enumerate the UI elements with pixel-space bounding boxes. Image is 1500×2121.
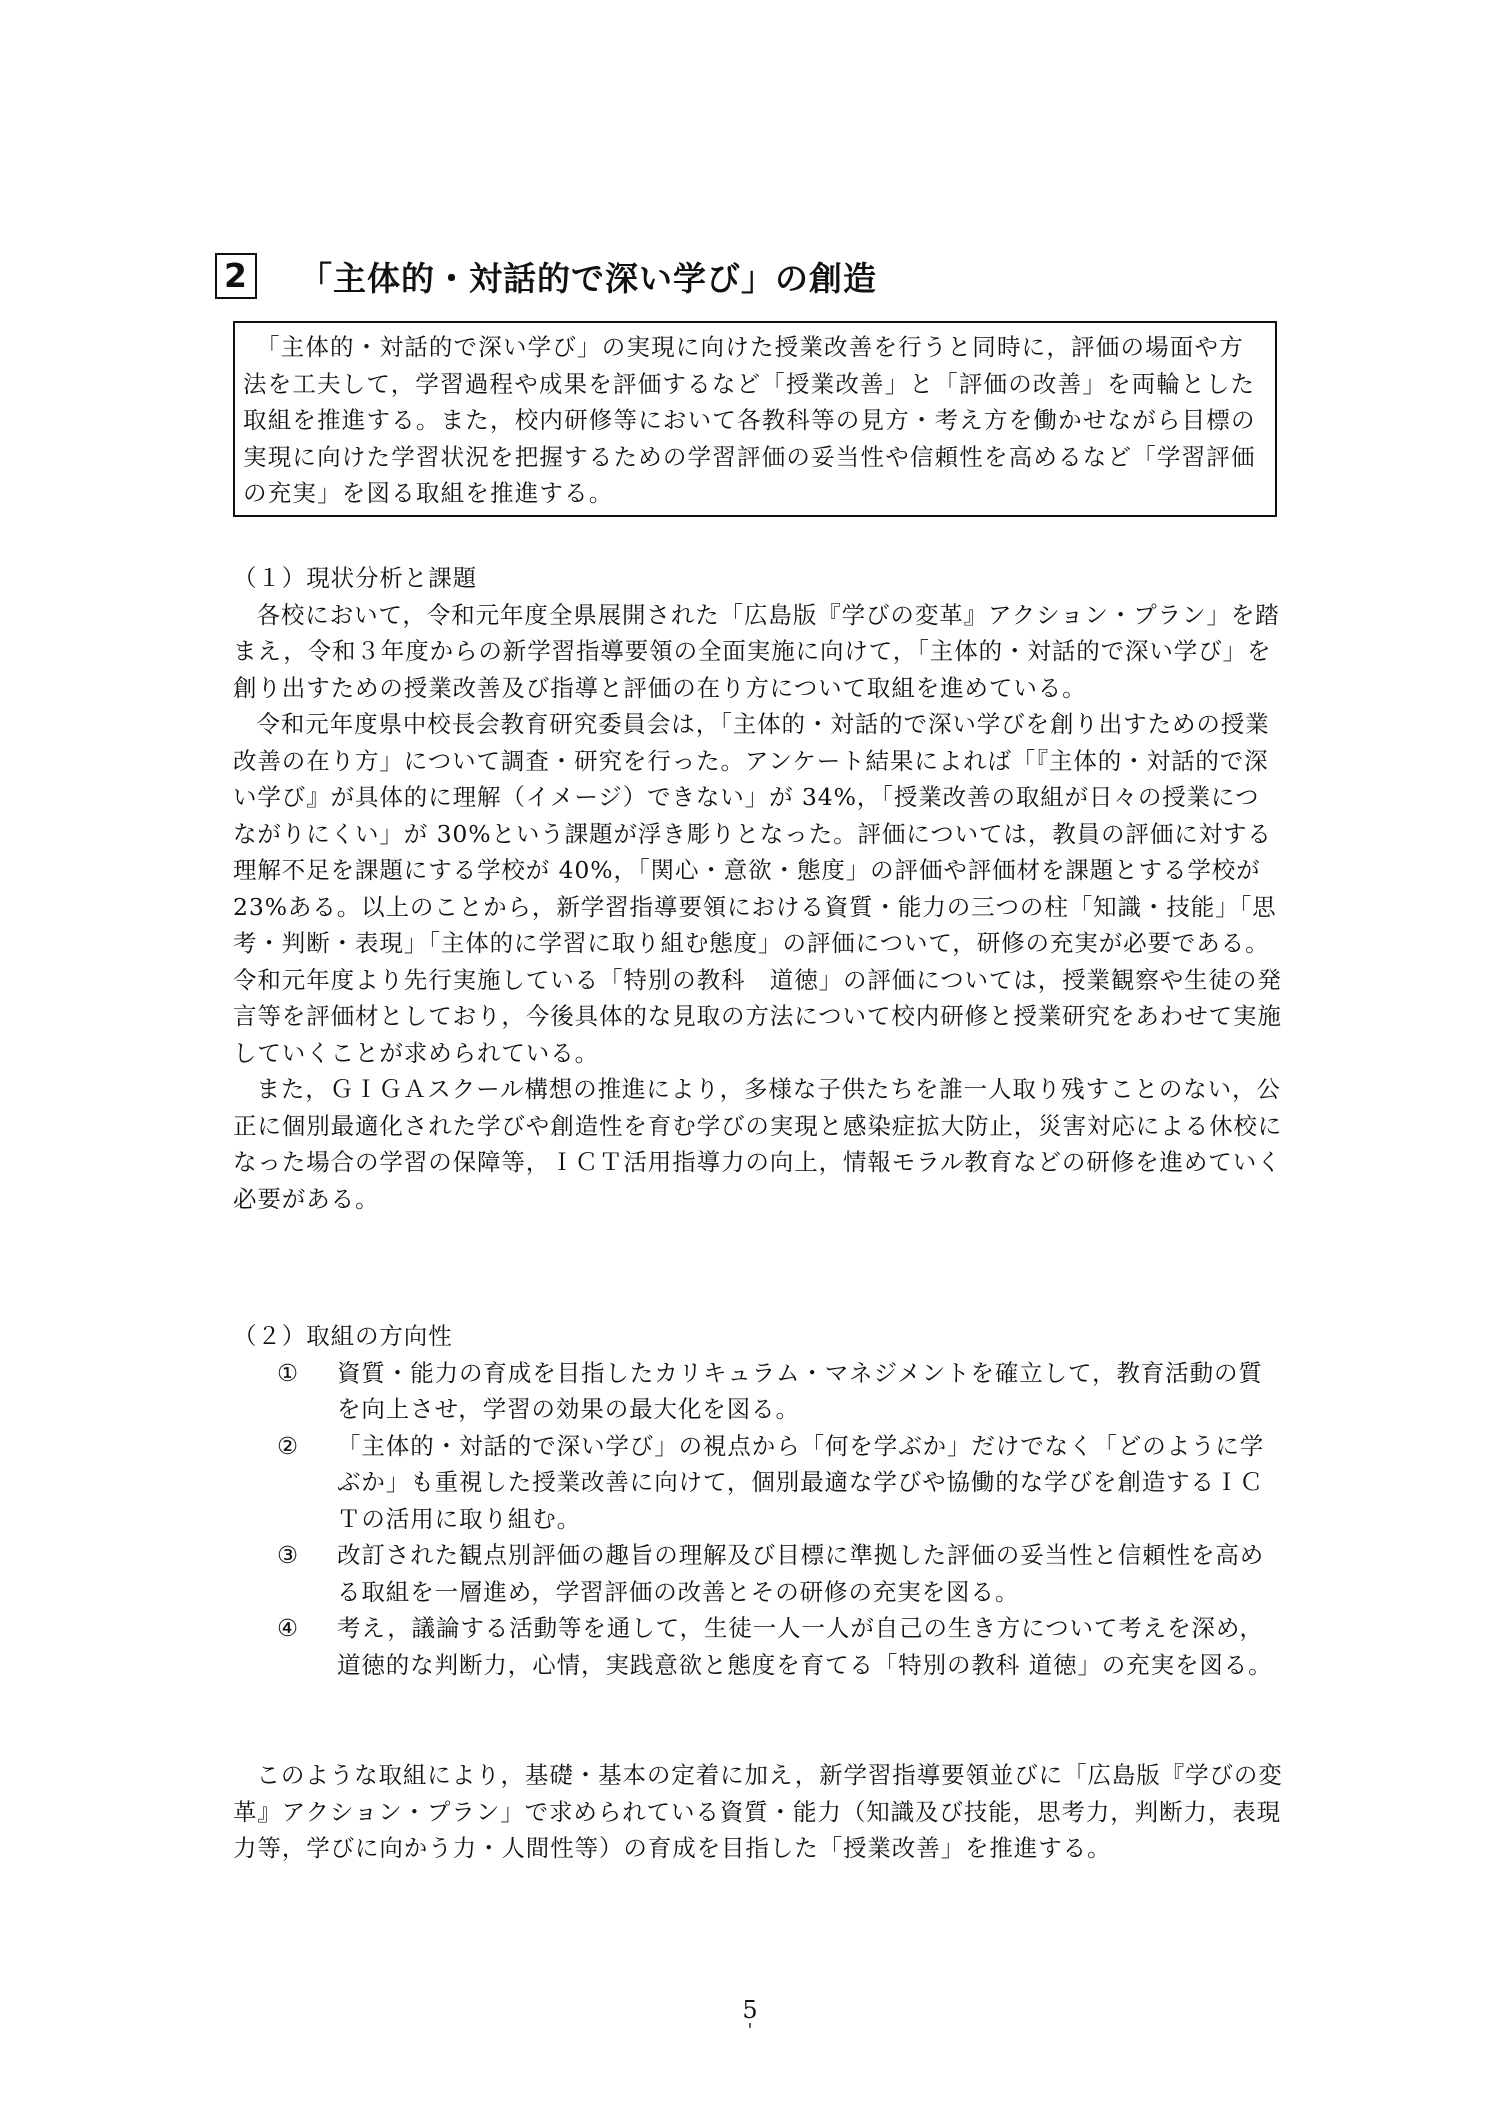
direction-item <box>233 1428 1283 1538</box>
section-number: 2 <box>215 253 257 299</box>
closing-paragraph: このような取組により，基礎・基本の定着に加え，新学習指導要領並びに「広島版『学びの変革』アクション・プラン」で求められている資質・能力（知識及び技能，思考力，判断力，表現力等，学びに向かう力・人間性等）の育成を目指した「授業改善」を推進する。 <box>233 1761 1283 1862</box>
item-number: ④ <box>277 1614 299 1642</box>
item-text: 考え，議論する活動等を通して，生徒一人一人が自己の生き方について考えを深め，道徳的な判断力，心情，実践意欲と態度を育てる「特別の教科 道徳」の充実を図る。 <box>337 1614 1273 1679</box>
summary-text: 「主体的・対話的で深い学び」の実現に向けた授業改善を行うと同時に，評価の場面や方法を工夫して，学習過程や成果を評価するなど「授業改善」と「評価の改善」を両輪とした取組を推進する。また，校内研修等において各教科等の見方・考え方を働かせながら目標の実現に向けた学習状況を把握するための学習評価の妥当性や信頼性を高めるなど「学習評価の充実」を図る取組を推進する。 <box>243 333 1256 507</box>
analysis-heading: （１）現状分析と課題 <box>233 564 477 592</box>
item-text: 「主体的・対話的で深い学び」の視点から「何を学ぶか」だけでなく「どのように学ぶか」も重視した授業改善に向けて，個別最適な学びや協働的な学びを創造するＩＣＴの活用に取り組む。 <box>337 1431 1265 1533</box>
analysis-paragraph: また，ＧＩＧＡスクール構想の推進により，多様な子供たちを誰一人取り残すことのない，公正に個別最適化された学びや創造性を育む学びの実現と感染症拡大防止，災害対応による休校になった場合の学習の保障等，ＩＣＴ活用指導力の向上，情報モラル教育などの研修を進めていく必要がある。 <box>233 1075 1283 1213</box>
direction-heading: （２）取組の方向性 <box>233 1322 453 1350</box>
analysis-paragraph: 各校において，令和元年度全県展開された「広島版『学びの変革』アクション・プラン」を踏まえ，令和３年度からの新学習指導要領の全面実施に向けて，「主体的・対話的で深い学び」を創り出すための授業改善及び指導と評価の在り方について取組を進めている。 <box>233 600 1280 702</box>
summary-box <box>233 321 1277 517</box>
page-number: 5 <box>742 1996 758 2024</box>
item-number: ② <box>277 1431 299 1460</box>
section-title: 「主体的・対話的で深い学び」の創造 <box>299 258 877 298</box>
section-heading <box>215 252 877 300</box>
direction-item <box>233 1355 1283 1428</box>
direction-item <box>233 1537 1283 1610</box>
analysis-paragraph: 令和元年度県中校長会教育研究委員会は，「主体的・対話的で深い学びを創り出すための授業改善の在り方」について調査・研究を行った。アンケート結果によれば「『主体的・対話的で深い学び』が具体的に理解（イメージ）できない」が 34%，「授業改善の取組が日々の授業につながりにくい」が 30%という課題が浮き彫りとなった。評価については，教員の評価に対する理解不足を課題にする学校が 40%，「関心・意欲・態度」の評価や評価材を課題とする学校が 23%ある。以上のことから，新学習指導要領における資質・能力の三つの柱「知識・技能」「思考・判断・表現」「主体的に学習に取り組む態度」の評価について，研修の充実が必要である。令和元年度より先行実施している「特別の教科 道徳」の評価については，授業観察や生徒の発言等を評価材としており，今後具体的な見取の方法について校内研修と授業研究をあわせて実施していくことが求められている。 <box>233 710 1282 1067</box>
closing-section <box>233 1757 1283 1867</box>
analysis-section <box>233 560 1283 1217</box>
direction-item <box>233 1610 1283 1683</box>
item-text: 改訂された観点別評価の趣旨の理解及び目標に準拠した評価の妥当性と信頼性を高める取組を一層進め，学習評価の改善とその研修の充実を図る。 <box>337 1541 1265 1606</box>
item-number: ① <box>277 1358 299 1387</box>
item-number: ③ <box>277 1541 299 1569</box>
direction-section <box>233 1318 1283 1683</box>
item-text: 資質・能力の育成を目指したカリキュラム・マネジメントを確立して，教育活動の質を向上させ，学習の効果の最大化を図る。 <box>337 1358 1263 1423</box>
page-mark: ' <box>747 2020 753 2041</box>
